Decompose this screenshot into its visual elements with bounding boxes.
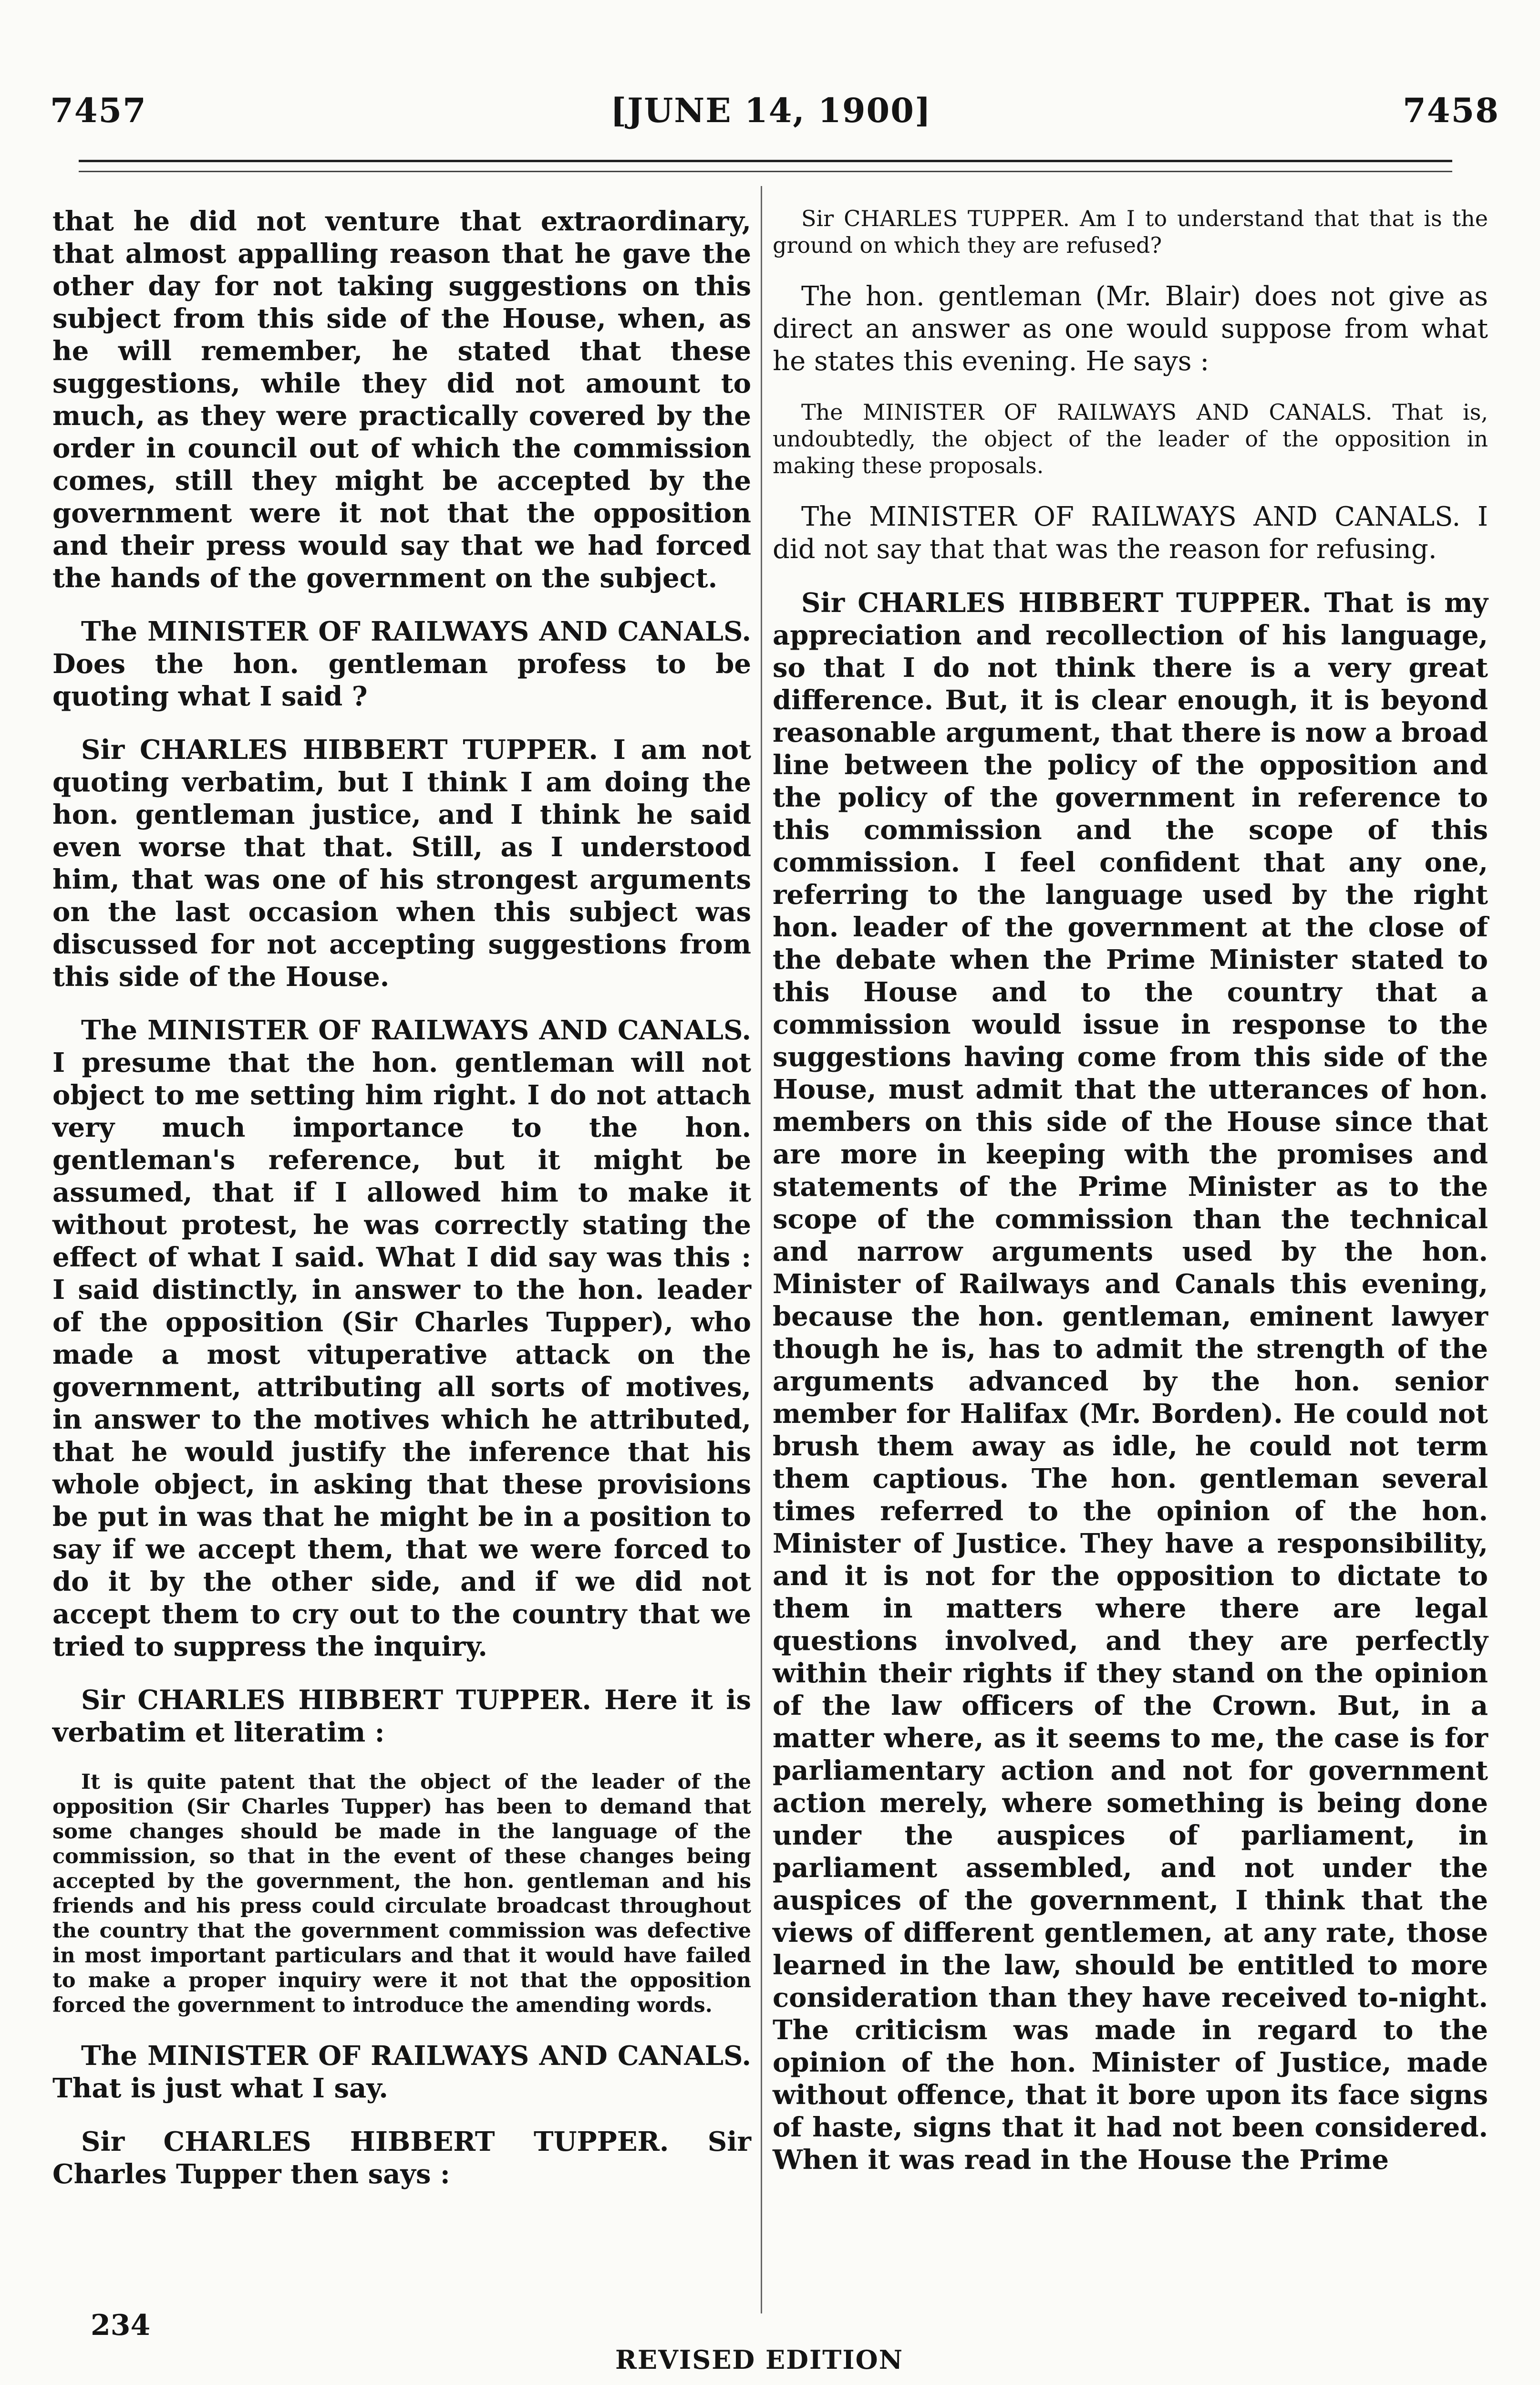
edition-label: REVISED EDITION: [615, 2344, 904, 2375]
page-number-left: 7457: [50, 91, 147, 130]
left-column: [52, 205, 751, 2211]
right-column: [773, 205, 1488, 2197]
header-rule: [79, 160, 1452, 162]
paragraph: Sir CHARLES HIBBERT TUPPER. Here it is verbatim et literatim :: [52, 1684, 751, 1748]
quoted-passage: Sir CHARLES TUPPER. Am I to understand that that is the ground on which they are refused?: [773, 206, 1488, 258]
page-number-right: 7458: [1403, 91, 1499, 130]
quoted-passage: It is quite patent that the object of the leader of the opposition (Sir Charles Tupper) has been to demand that some changes should be made in the language of the commission, so that in the event of these changes being accepted by the government, the hon. gentleman and his friends and his press could circulate broadcast throughout the country that the government commission was defective in most important particulars and that it would have failed to make a proper inquiry were it not that the opposition forced the government to introduce the amending words.: [52, 1770, 751, 2017]
quoted-passage: The MINISTER OF RAILWAYS AND CANALS. That is, undoubtedly, the object of the leader of the opposition in making these proposals.: [773, 399, 1488, 478]
paragraph: Sir CHARLES HIBBERT TUPPER. Sir Charles Tupper then says :: [52, 2126, 751, 2190]
page-date: [JUNE 14, 1900]: [610, 91, 932, 130]
column-divider: [761, 186, 762, 2313]
paragraph: The MINISTER OF RAILWAYS AND CANALS. Does the hon. gentleman profess to be quoting what I said ?: [52, 616, 751, 712]
paragraph: The MINISTER OF RAILWAYS AND CANALS. I did not say that that was the reason for refusing.: [773, 501, 1488, 565]
paragraph: The hon. gentleman (Mr. Blair) does not give as direct an answer as one would suppose from what he states this evening. He says :: [773, 281, 1488, 377]
sheet-number: 234: [91, 2309, 151, 2342]
paragraph: Sir CHARLES HIBBERT TUPPER. I am not quoting verbatim, but I think I am doing the hon. gentleman justice, and I think he said even worse that that. Still, as I understood him, that was one of his strongest arguments on the last occasion when this subject was discussed for not accepting suggestions from this side of the House.: [52, 734, 751, 993]
paragraph: Sir CHARLES HIBBERT TUPPER. That is my appreciation and recollection of his language, so that I do not think there is a very great difference. But, it is clear enough, it is beyond reasonable argument, that there is now a broad line between the policy of the opposition and the policy of the government in reference to this commission and the scope of this commission. I feel confident that any one, referring to the language used by the right hon. leader of the government at the close of the debate when the Prime Minister stated to this House and to the country that a commission would issue in response to the suggestions having come from this side of the House, must admit that the utterances of hon. members on this side of the House since that are more in keeping with the promises and statements of the Prime Minister as to the scope of the commission than the technical and narrow arguments used by the hon. Minister of Railways and Canals this evening, because the hon. gentleman, eminent lawyer though he is, has to admit the strength of the arguments advanced by the hon. senior member for Halifax (Mr. Borden). He could not brush them away as idle, he could not term them captious. The hon. gentleman several times referred to the opinion of the hon. Minister of Justice. They have a responsibility, and it is not for the opposition to dictate to them in matters where there are legal questions involved, and they are perfectly within their rights if they stand on the opinion of the law officers of the Crown. But, in a matter where, as it seems to me, the case is for parliamentary action and not for government action merely, where something is being done under the auspices of parliament, in parliament assembled, and not under the auspices of the government, I think that the views of different gentlemen, at any rate, those learned in the law, should be entitled to more consideration than they have received to-night. The criticism was made in regard to the opinion of the hon. Minister of Justice, made without offence, that it bore upon its face signs of haste, signs that it had not been considered. When it was read in the House the Prime: [773, 587, 1488, 2176]
paragraph: that he did not venture that extraordinary, that almost appalling reason that he gave the other day for not taking suggestions on this subject from this side of the House, when, as he will remember, he stated that these suggestions, while they did not amount to much, as they were practically covered by the order in council out of which the commission comes, still they might be accepted by the government were it not that the opposition and their press would say that we had forced the hands of the government on the subject.: [52, 206, 751, 594]
header-rule-secondary: [79, 171, 1452, 172]
paragraph: The MINISTER OF RAILWAYS AND CANALS. I presume that the hon. gentleman will not object to me setting him right. I do not attach very much importance to the hon. gentleman's reference, but it might be assumed, that if I allowed him to make it without protest, he was correctly stating the effect of what I said. What I did say was this : I said distinctly, in answer to the hon. leader of the opposition (Sir Charles Tupper), who made a most vituperative attack on the government, attributing all sorts of motives, in answer to the motives which he attributed, that he would justify the inference that his whole object, in asking that these provisions be put in was that he might be in a position to say if we accept them, that we were forced to do it by the other side, and if we did not accept them to cry out to the country that we tried to suppress the inquiry.: [52, 1015, 751, 1662]
paragraph: The MINISTER OF RAILWAYS AND CANALS. That is just what I say.: [52, 2040, 751, 2104]
page-header: [0, 91, 1540, 134]
